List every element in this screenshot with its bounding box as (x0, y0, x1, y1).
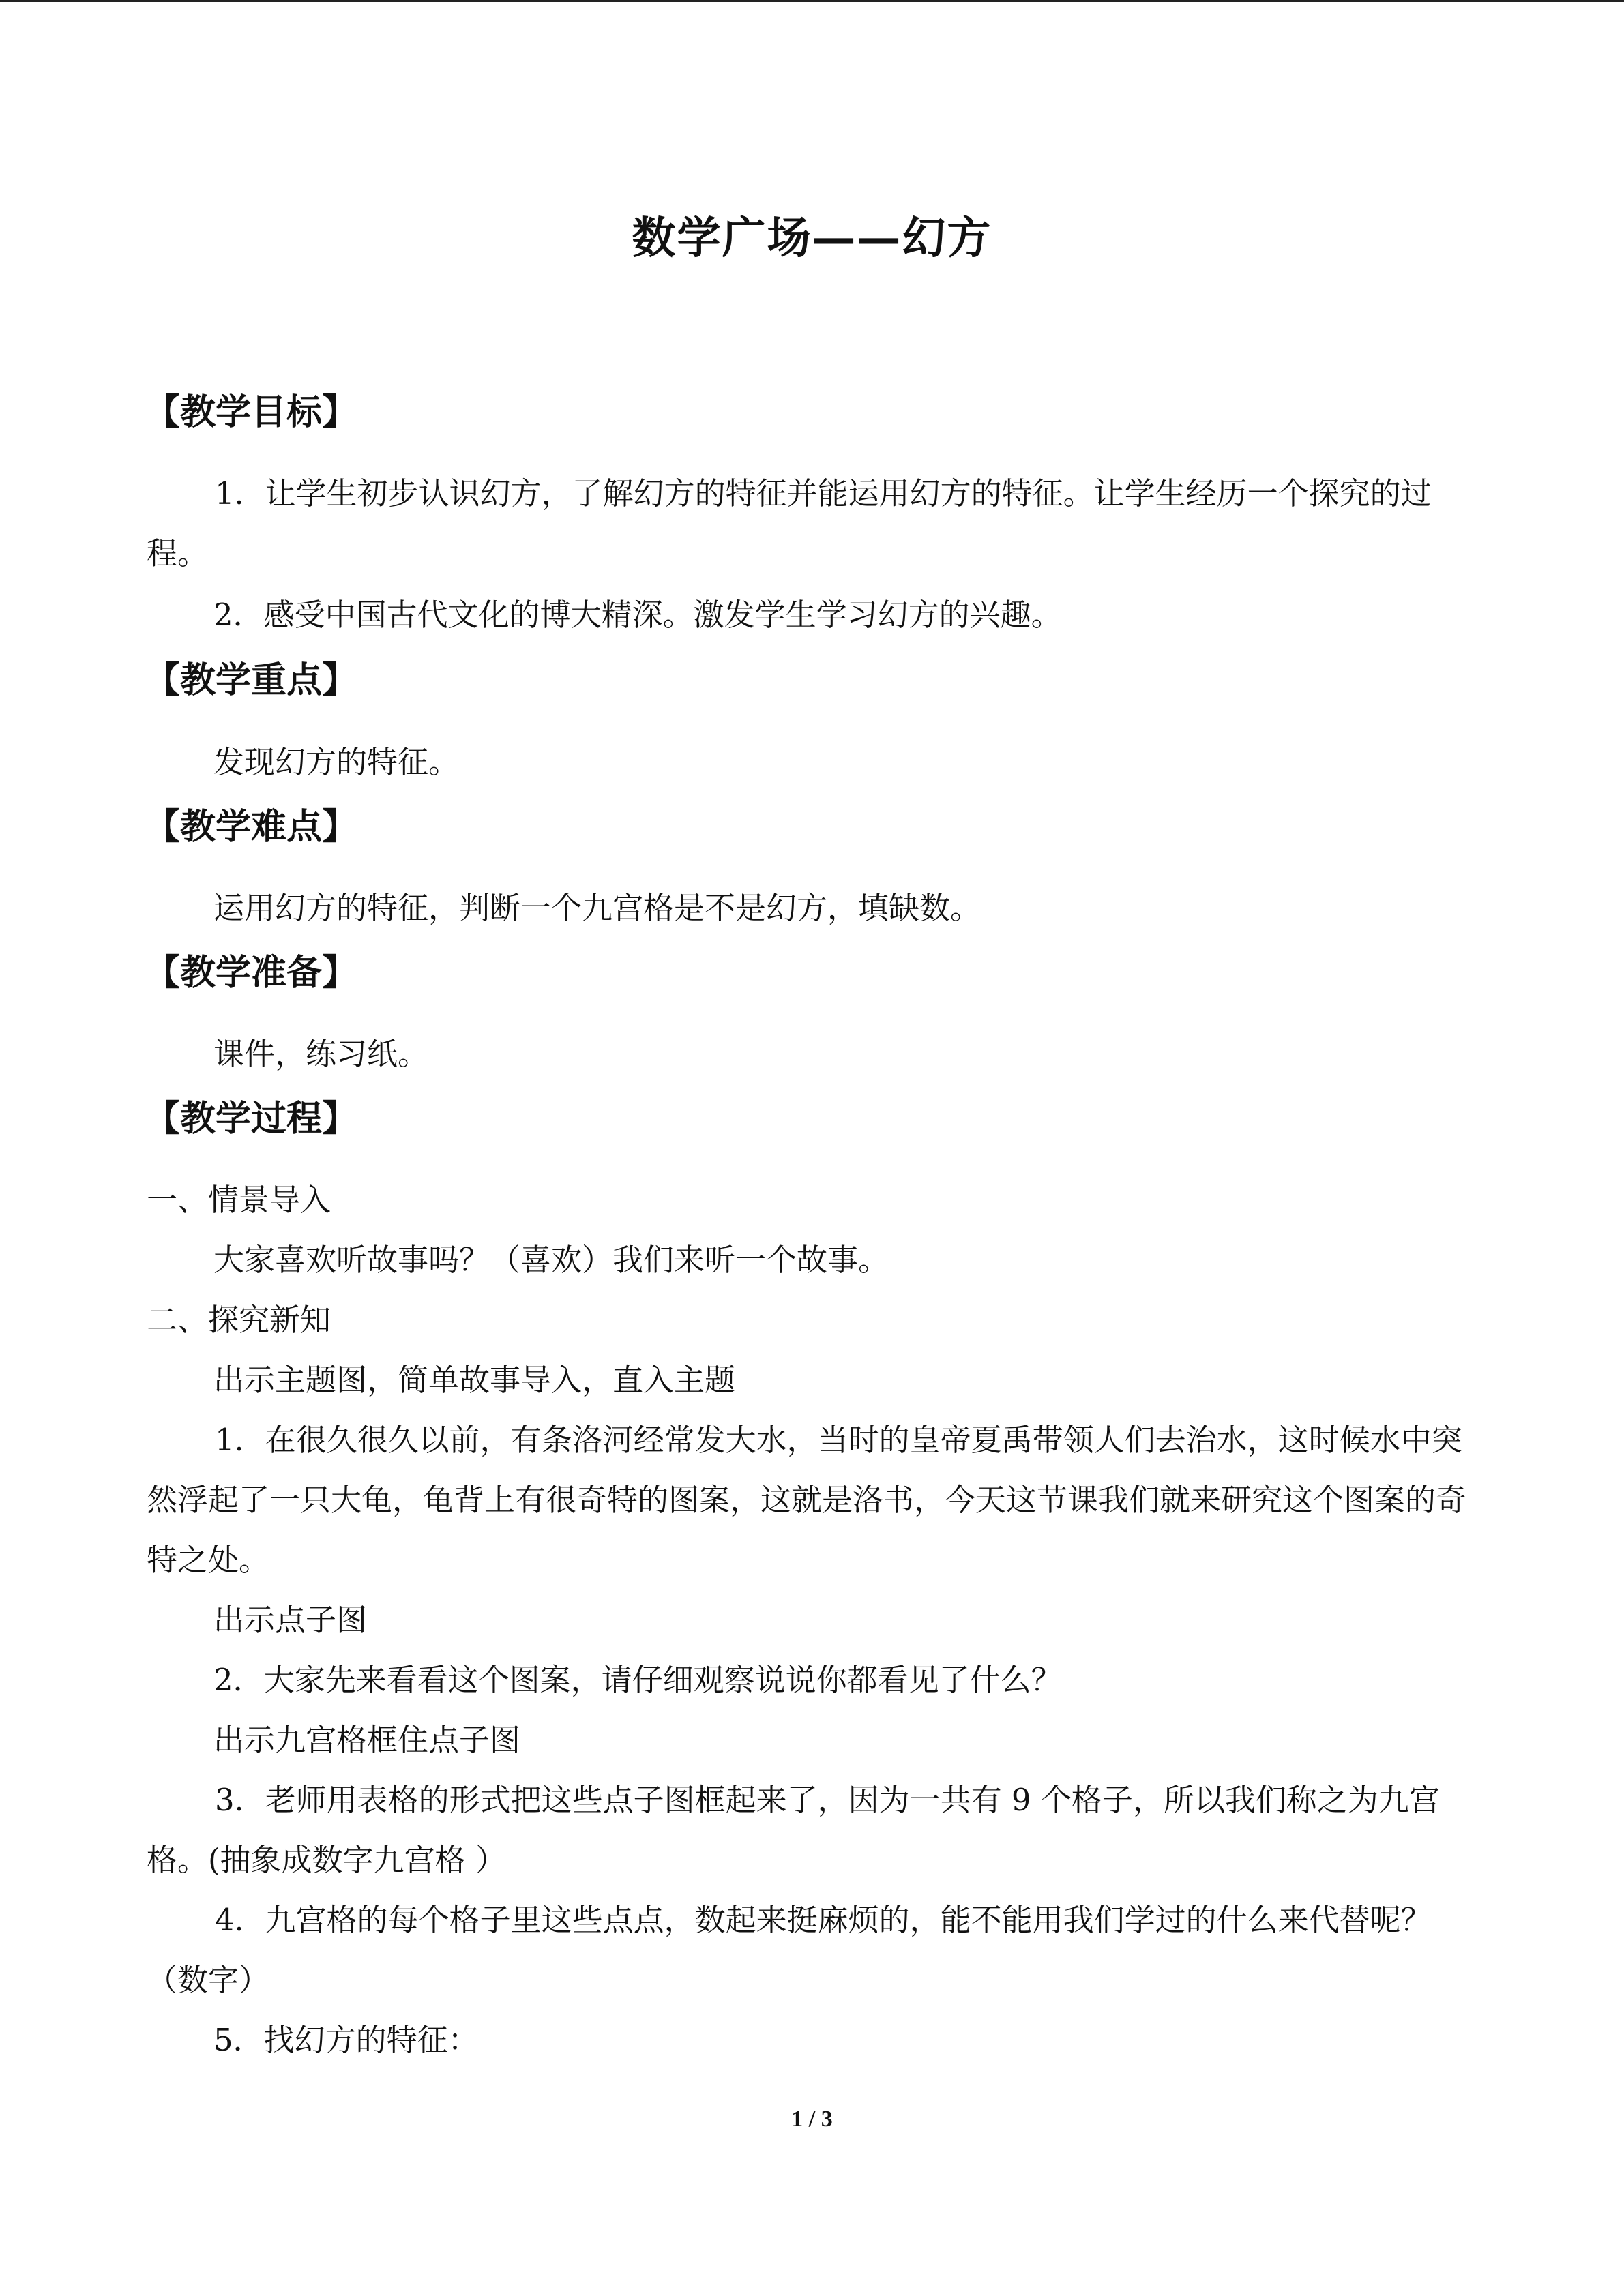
show-main-picture: 出示主题图，简单故事导入，直入主题 (213, 1362, 736, 1398)
goal-item-1: 1．让学生初步认识幻方，了解幻方的特征并能运用幻方的特征。让学生经历一个探究的过程。 (147, 475, 1432, 571)
document-title: 数学广场——幻方 (632, 213, 992, 264)
preparation-text: 课件，练习纸。 (213, 1036, 429, 1072)
show-nine-grid: 出示九宫格框住点子图 (213, 1722, 521, 1758)
heading-key-point: 【教学重点】 (145, 660, 358, 701)
difficulty-text: 运用幻方的特征，判断一个九宫格是不是幻方，填缺数。 (213, 890, 981, 926)
process-part-2-title: 二、探究新知 (147, 1302, 331, 1338)
process-step-1: 1．在很久很久以前，有条洛河经常发大水，当时的皇帝夏禹带领人们去治水，这时候水中突然浮起了一只大龟，龟背上有很奇特的图案，这就是洛书，今天这节课我们就来研究这个图案的奇特之处。 (147, 1422, 1467, 1578)
heading-difficulty: 【教学难点】 (145, 807, 358, 848)
heading-teaching-process: 【教学过程】 (145, 1099, 358, 1139)
key-point-text: 发现幻方的特征。 (213, 744, 460, 780)
heading-teaching-goals: 【教学目标】 (145, 392, 358, 433)
show-dot-picture: 出示点子图 (213, 1602, 368, 1638)
process-step-3: 3．老师用表格的形式把这些点子图框起来了，因为一共有 9 个格子，所以我们称之为九宫格。(抽象成数字九宫格 ） (147, 1782, 1440, 1878)
process-step-5: 5．找幻方的特征： (213, 2022, 479, 2058)
process-part-1-title: 一、情景导入 (147, 1182, 331, 1218)
page-top-border (0, 0, 1624, 2)
goal-item-2: 2．感受中国古代文化的博大精深。激发学生学习幻方的兴趣。 (213, 597, 1062, 633)
heading-preparation: 【教学准备】 (145, 953, 358, 994)
process-step-4: 4．九宫格的每个格子里这些点点，数起来挺麻烦的，能不能用我们学过的什么来代替呢？（数字） (147, 1902, 1432, 1998)
process-step-2: 2．大家先来看看这个图案，请仔细观察说说你都看见了什么？ (213, 1662, 1062, 1698)
page-number: 1 / 3 (791, 2106, 833, 2132)
process-part-1-text: 大家喜欢听故事吗？（喜欢）我们来听一个故事。 (213, 1242, 889, 1278)
